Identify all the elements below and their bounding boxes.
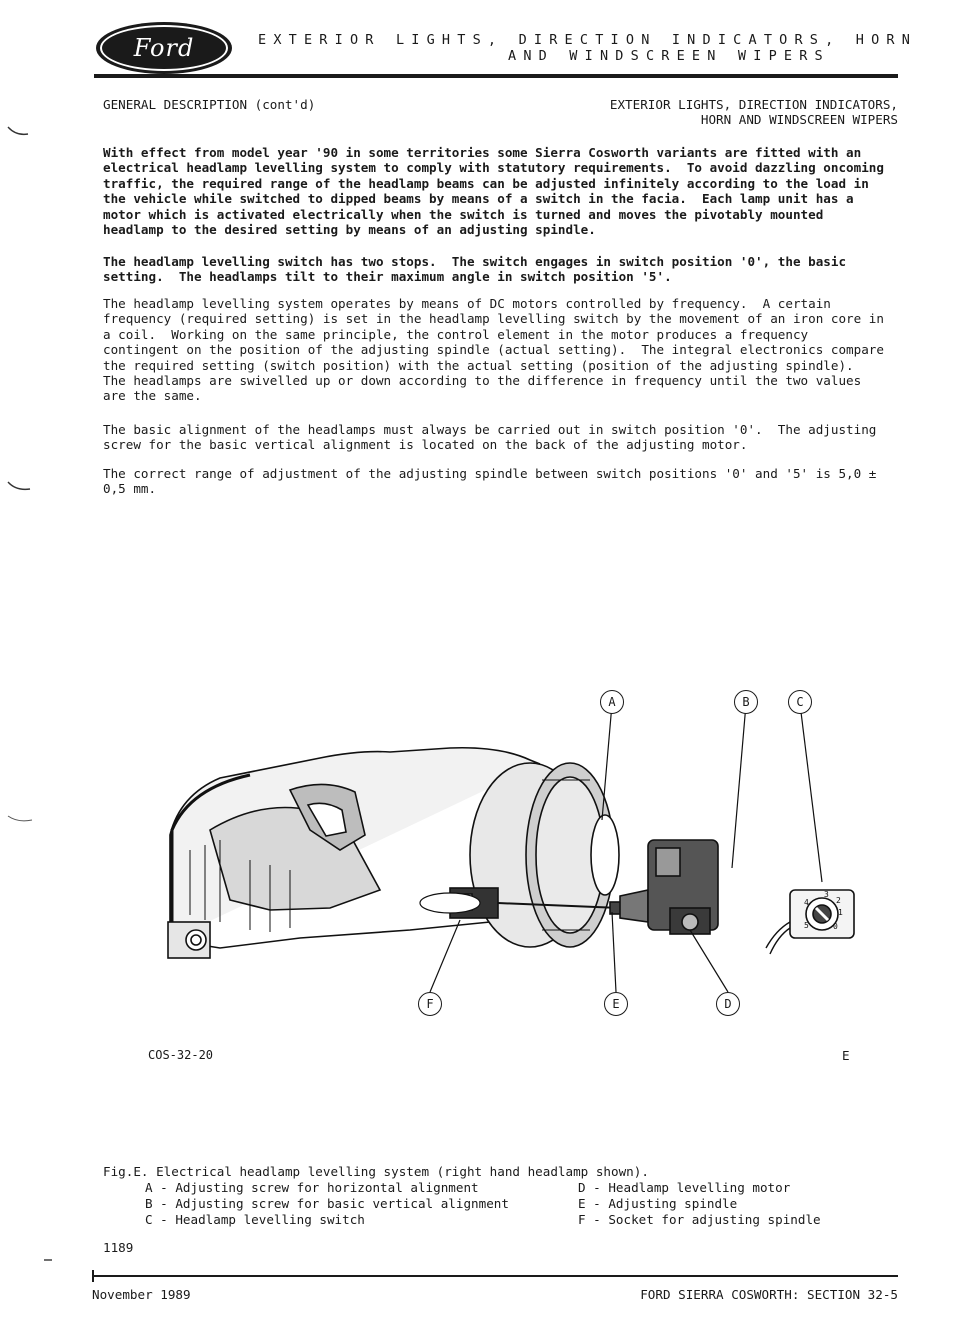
section-heading-right-line2: HORN AND WINDSCREEN WIPERS [700,112,898,127]
paragraph-basic-alignment: The basic alignment of the headlamps must always be carried out in switch position '0'. The adjusting screw for the basic vertical alignment is located on the back of the adjusting motor. [103,422,877,453]
header-title-line1: EXTERIOR LIGHTS, DIRECTION INDICATORS, HORN [258,32,918,48]
switch-mark-0: 0 [833,922,838,931]
page-number: 1189 [103,1240,134,1255]
paragraph-adjustment-range: The correct range of adjustment of the adjusting spindle between switch positions '0' and '5' is 5,0 ± 0,5 mm. [103,466,877,497]
paragraph-dc-motors: The headlamp levelling system operates by means of DC motors controlled by frequency. A certain frequency (required setting) is set in the headlamp levelling switch by the movement of an iron core in a coil. Working on the same principle, the control element in the motor produces a frequency contingent on the position of the adjusting spindle (actual setting). The integral electronics compare the required setting (switch position) with the actual setting (position of the adjusting spindle). The headlamps are swivelled up or down according to the difference in frequency until the two values are the same. [103,296,884,404]
caption-item-d: D - Headlamp levelling motor [578,1180,791,1195]
switch-mark-1: 1 [838,908,843,917]
caption-item-c: C - Headlamp levelling switch [145,1212,365,1227]
footer-section: FORD SIERRA COSWORTH: SECTION 32-5 [640,1287,898,1302]
figure-caption-title: Fig.E. Electrical headlamp levelling system (right hand headlamp shown). [103,1164,649,1179]
section-heading-right-line1: EXTERIOR LIGHTS, DIRECTION INDICATORS, [609,97,898,112]
caption-item-b: B - Adjusting screw for basic vertical alignment [145,1196,509,1211]
header-title-line2: AND WINDSCREEN WIPERS [508,48,830,64]
footer-rule [92,1275,898,1277]
paragraph-intro: With effect from model year '90 in some territories some Sierra Cosworth variants are fitted with an electrical headlamp levelling system to comply with statutory requirements. To avoid dazzling oncoming traffic, the required range of the headlamp beams can be adjusted infinitely according to the load in the vehicle while switched to dipped beams by means of a switch in the facia. Each lamp unit has a motor which is activated electrically when the switch is turned and moves the pivotably mounted headlamp to the desired setting by means of an adjusting spindle. [103,145,884,238]
figure-label-a: A [600,690,624,714]
caption-item-f: F - Socket for adjusting spindle [578,1212,821,1227]
figure-code: COS-32-20 [148,1048,214,1062]
caption-item-a: A - Adjusting screw for horizontal alignment [145,1180,479,1195]
headlamp-levelling-diagram [150,660,890,1040]
footer-rule-tick [92,1270,94,1282]
figure-letter: E [842,1048,850,1063]
paragraph-switch-stops: The headlamp levelling switch has two stops. The switch engages in switch position '0', the basic setting. The headlamps tilt to their maximum angle in switch position '5'. [103,254,847,285]
figure-label-b: B [734,690,758,714]
section-heading-left: GENERAL DESCRIPTION (cont'd) [103,97,316,112]
switch-mark-4: 4 [804,898,809,907]
caption-item-e: E - Adjusting spindle [578,1196,738,1211]
figure-label-c: C [788,690,812,714]
footer-date: November 1989 [92,1287,191,1302]
switch-mark-5: 5 [804,921,809,930]
figure-label-e: E [604,992,628,1016]
figure-label-f: F [418,992,442,1016]
ford-logo-text: Ford [100,25,228,71]
switch-mark-3: 3 [824,890,829,899]
switch-mark-2: 2 [836,896,841,905]
figure-label-d: D [716,992,740,1016]
